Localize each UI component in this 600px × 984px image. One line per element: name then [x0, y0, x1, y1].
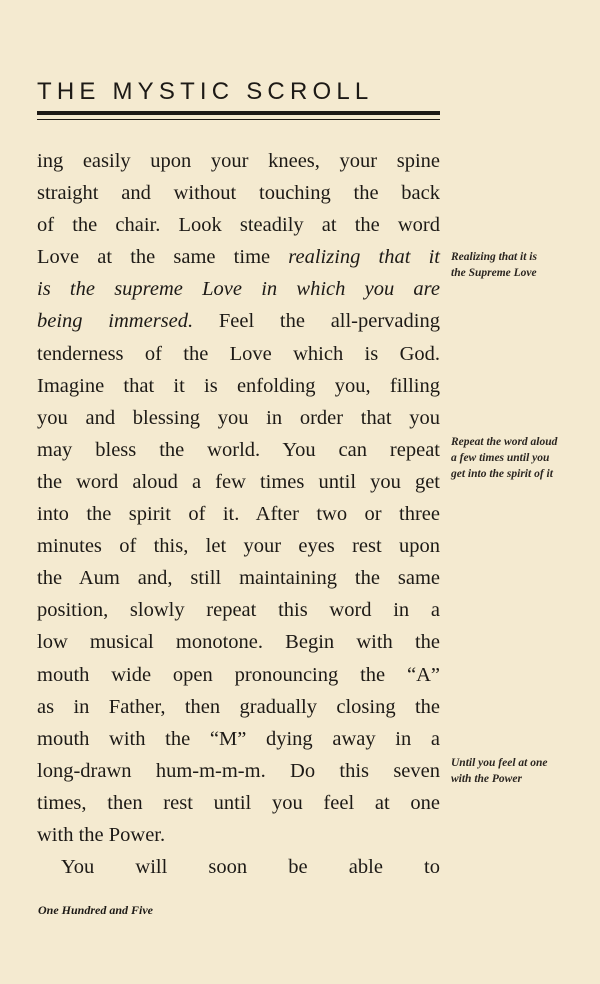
- page-number: One Hundred and Five: [38, 903, 154, 917]
- text-line: [37, 691, 440, 723]
- note-line: with the Power: [451, 773, 522, 785]
- text-line: [37, 498, 440, 530]
- text: of the chair. Look steadily at the word: [37, 214, 440, 237]
- italic-text: being immersed.: [37, 310, 194, 333]
- text-line: [37, 241, 440, 273]
- text: ing easily upon your knees, your spine: [37, 150, 440, 172]
- text-line: [37, 562, 440, 594]
- text: Love at the same time: [37, 246, 289, 269]
- text: You will soon be able to: [61, 856, 440, 879]
- text: tenderness of the Love which is God.: [37, 342, 440, 365]
- text-line: [37, 466, 440, 498]
- text: low musical monotone. Begin with the: [37, 631, 440, 654]
- text: you and blessing you in order that you: [37, 406, 440, 429]
- text: into the spirit of it. After two or three: [37, 503, 440, 526]
- text-line: [37, 434, 440, 466]
- text-line: [37, 530, 440, 562]
- text-line: [37, 755, 440, 787]
- body-text: [37, 145, 440, 883]
- text-line: [37, 273, 440, 305]
- note-line: Repeat the word aloud: [451, 436, 558, 448]
- text-line: [37, 594, 440, 626]
- text-line: [37, 305, 440, 337]
- note-line: the Supreme Love: [451, 267, 537, 279]
- text-line: [37, 659, 440, 691]
- text-line: [37, 338, 440, 370]
- text-line: [37, 851, 440, 883]
- text-line: [37, 819, 440, 851]
- note-line: Realizing that it is: [451, 251, 537, 263]
- text-line: [37, 209, 440, 241]
- margin-note: [451, 434, 557, 482]
- text: Feel the all-pervading: [193, 310, 440, 333]
- margin-note: [451, 755, 547, 787]
- text-line: [37, 787, 440, 819]
- text: the Aum and, still maintaining the same: [37, 567, 440, 590]
- text: with the Power.: [37, 823, 166, 846]
- text: mouth wide open pronouncing the “A”: [37, 663, 440, 686]
- text-line: [37, 370, 440, 402]
- text: position, slowly repeat this word in a: [37, 599, 440, 622]
- note-line: get into the spirit of it: [451, 468, 553, 480]
- note-line: Until you feel at one: [451, 757, 548, 769]
- note-line: a few times until you: [451, 452, 550, 464]
- text-line: [37, 402, 440, 434]
- text-line: [37, 145, 440, 177]
- text-line: [37, 723, 440, 755]
- text: may bless the world. You can repeat: [37, 438, 440, 461]
- text: straight and without touching the back: [37, 182, 440, 205]
- text-line: [37, 626, 440, 658]
- text: times, then rest until you feel at one: [37, 791, 440, 814]
- text: the word aloud a few times until you get: [37, 470, 440, 493]
- header-rule-thin: [37, 119, 440, 120]
- text: mouth with the “M” dying away in a: [37, 727, 440, 750]
- italic-text: realizing that it: [288, 246, 440, 269]
- header-rule-thick: [37, 111, 440, 115]
- italic-text: is the supreme Love in which you are: [37, 278, 440, 301]
- text: Imagine that it is enfolding you, filling: [37, 374, 440, 397]
- running-head: THE MYSTIC SCROLL: [37, 78, 374, 105]
- text: minutes of this, let your eyes rest upon: [37, 535, 440, 558]
- margin-note: [451, 249, 537, 281]
- text: as in Father, then gradually closing the: [37, 695, 440, 718]
- text-line: [37, 177, 440, 209]
- text: long-drawn hum-m-m-m. Do this seven: [37, 759, 440, 782]
